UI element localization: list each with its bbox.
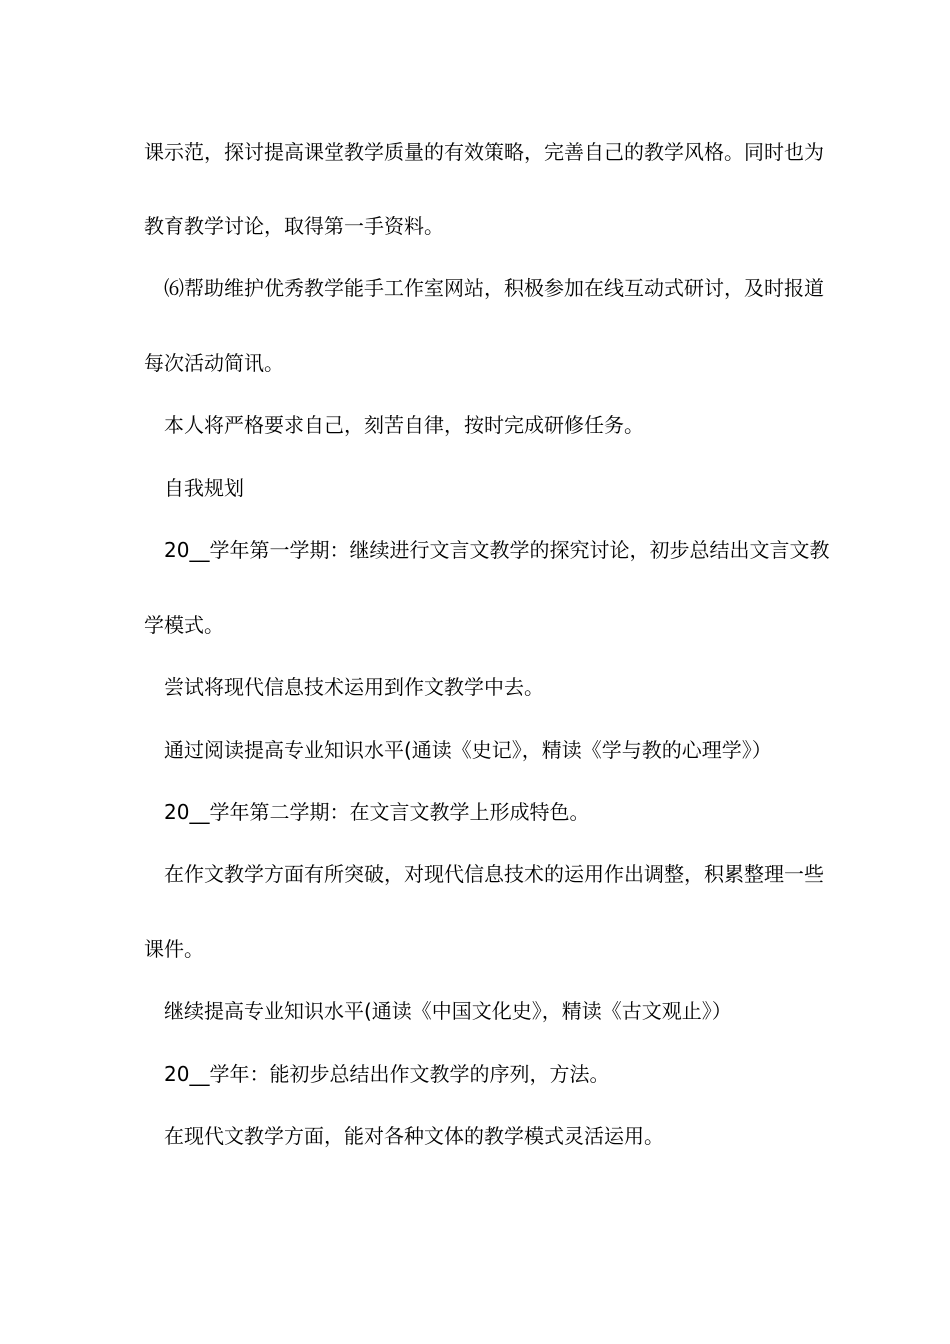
paragraph-line: 20__学年第一学期：继续进行文言文教学的探究讨论，初步总结出文言文教 (164, 538, 830, 562)
paragraph-line: 教育教学讨论，取得第一手资料。 (144, 214, 444, 238)
paragraph-line: 20__学年第二学期：在文言文教学上形成特色。 (164, 800, 590, 824)
section-heading: 自我规划 (164, 476, 244, 500)
paragraph-line: 课示范，探讨提高课堂教学质量的有效策略，完善自己的教学风格。同时也为 (144, 140, 824, 164)
paragraph-line: 通过阅读提高专业知识水平(通读《史记》，精读《学与教的心理学》） (164, 738, 772, 762)
paragraph-line: 尝试将现代信息技术运用到作文教学中去。 (164, 675, 544, 699)
paragraph-line: 20__学年：能初步总结出作文教学的序列，方法。 (164, 1062, 610, 1086)
paragraph-line: 每次活动简讯。 (144, 351, 284, 375)
paragraph-line: 学模式。 (144, 613, 224, 637)
paragraph-line: 在现代文教学方面，能对各种文体的教学模式灵活运用。 (164, 1124, 664, 1148)
paragraph-line: ⑹帮助维护优秀教学能手工作室网站，积极参加在线互动式研讨，及时报道 (164, 276, 824, 300)
paragraph-line: 本人将严格要求自己，刻苦自律，按时完成研修任务。 (164, 413, 644, 437)
paragraph-line: 课件。 (144, 937, 204, 961)
paragraph-line: 在作文教学方面有所突破，对现代信息技术的运用作出调整，积累整理一些 (164, 862, 824, 886)
paragraph-line: 继续提高专业知识水平(通读《中国文化史》，精读《古文观止》） (164, 999, 732, 1023)
